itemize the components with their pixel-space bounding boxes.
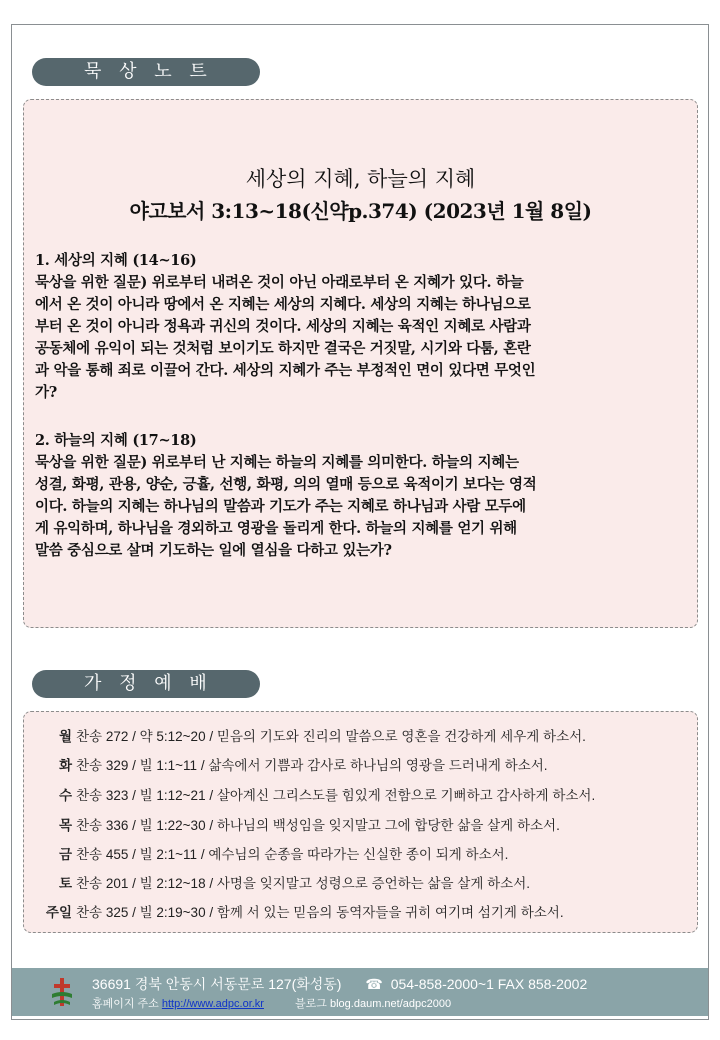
phone-icon: ☎	[365, 976, 383, 992]
blog-url: blog.daum.net/adpc2000	[330, 998, 452, 1010]
homepage-link[interactable]: http://www.adpc.or.kr	[161, 998, 264, 1010]
worship-text: 찬송 329 / 빌 1:1~11 / 삶속에서 기쁨과 감사로 하나님의 영광을 드러내게 하소서.	[76, 758, 548, 773]
worship-text: 찬송 323 / 빌 1:12~21 / 살아계신 그리스도를 힘있게 전함으로 기뻐하고 감사하게 하소서.	[76, 788, 596, 803]
section-line: 게 유익하며, 하나님을 경외하고 영광을 돌리게 한다. 하늘의 지혜를 얻기 위해	[35, 520, 517, 537]
worship-text: 찬송 325 / 빌 2:19~30 / 함께 서 있는 믿음의 동역자들을 귀히 여기며 섬기게 하소서.	[76, 905, 564, 920]
worship-day: 화	[58, 758, 72, 773]
meditation-box	[23, 99, 698, 628]
meditation-title: 세상의 지혜, 하늘의 지혜	[245, 167, 476, 191]
footer-address: 36691 경북 안동시 서동문로 127(화성동)	[92, 976, 342, 992]
section-line: 공동체에 유익이 되는 것처럼 보이기도 하지만 결국은 거짓말, 시기와 다툼, 혼란	[35, 340, 531, 357]
family-worship-box	[23, 711, 698, 933]
section-heading: 2. 하늘의 지혜 (17~18)	[35, 432, 197, 449]
section-line: 에서 온 것이 아니라 땅에서 온 지혜는 세상의 지혜다. 세상의 지혜는 하나님으로	[35, 296, 531, 313]
section-line: 성결, 화평, 관용, 양순, 긍휼, 선행, 화평, 의의 열매 등으로 육적이기 보다는 영적	[35, 476, 537, 493]
worship-day: 토	[58, 876, 72, 891]
section-heading: 1. 세상의 지혜 (14~16)	[35, 252, 197, 269]
family-worship-header: 가 정 예 배	[32, 670, 260, 698]
worship-text: 찬송 336 / 빌 1:22~30 / 하나님의 백성임을 잊지말고 그에 합당한 삶을 살게 하소서.	[76, 818, 560, 833]
footer-contact-line	[92, 974, 587, 994]
section-line: 가?	[35, 384, 57, 401]
worship-row-sat	[24, 872, 699, 896]
church-cross-logo	[50, 976, 74, 1008]
footer-phone: 054-858-2000~1 FAX 858-2002	[390, 976, 588, 992]
worship-day: 목	[58, 818, 72, 833]
section-line: 이다. 하늘의 지혜는 하나님의 말씀과 기도가 주는 지혜로 하나님과 사람 모두에	[35, 498, 526, 515]
section-line: 부터 온 것이 아니라 정욕과 귀신의 것이다. 세상의 지혜는 육적인 지혜로 사람과	[35, 318, 531, 335]
worship-text: 찬송 455 / 빌 2:1~11 / 예수님의 순종을 따라가는 신실한 종이 되게 하소서.	[76, 847, 509, 862]
footer-web-line	[92, 995, 451, 1011]
meditation-section-1	[35, 250, 690, 404]
meditation-section-2	[35, 430, 690, 562]
worship-day: 주일	[45, 905, 72, 920]
worship-row-thu	[24, 814, 699, 838]
section-line: 묵상을 위한 질문) 위로부터 내려온 것이 아닌 아래로부터 온 지혜가 있다. 하늘	[35, 274, 524, 291]
footer	[12, 968, 708, 1016]
worship-text: 찬송 272 / 약 5:12~20 / 믿음의 기도와 진리의 말씀으로 영혼을 건강하게 세우게 하소서.	[76, 729, 586, 744]
meditation-header: 묵 상 노 트	[32, 58, 260, 86]
section-line: 과 악을 통해 죄로 이끌어 간다. 세상의 지혜가 주는 부정적인 면이 있다면 무엇인	[35, 362, 536, 379]
worship-day: 월	[58, 729, 72, 744]
worship-day: 수	[58, 788, 72, 803]
meditation-scripture: 야고보서 3:13~18(신약p.374) (2023년 1월 8일)	[129, 199, 592, 223]
worship-row-tue	[24, 754, 699, 778]
section-line: 말씀 중심으로 살며 기도하는 일에 열심을 다하고 있는가?	[35, 542, 392, 559]
worship-text: 찬송 201 / 빌 2:12~18 / 사명을 잊지말고 성령으로 증언하는 삶을 살게 하소서.	[76, 876, 530, 891]
worship-row-wed	[24, 784, 699, 808]
homepage-label: 홈페이지 주소	[92, 998, 159, 1010]
worship-row-fri	[24, 843, 699, 867]
worship-day: 금	[58, 847, 72, 862]
blog-label: 블로그	[295, 998, 327, 1010]
worship-row-mon	[24, 725, 699, 749]
section-line: 묵상을 위한 질문) 위로부터 난 지혜는 하늘의 지혜를 의미한다. 하늘의 지혜는	[35, 454, 519, 471]
worship-row-sun	[24, 901, 699, 925]
